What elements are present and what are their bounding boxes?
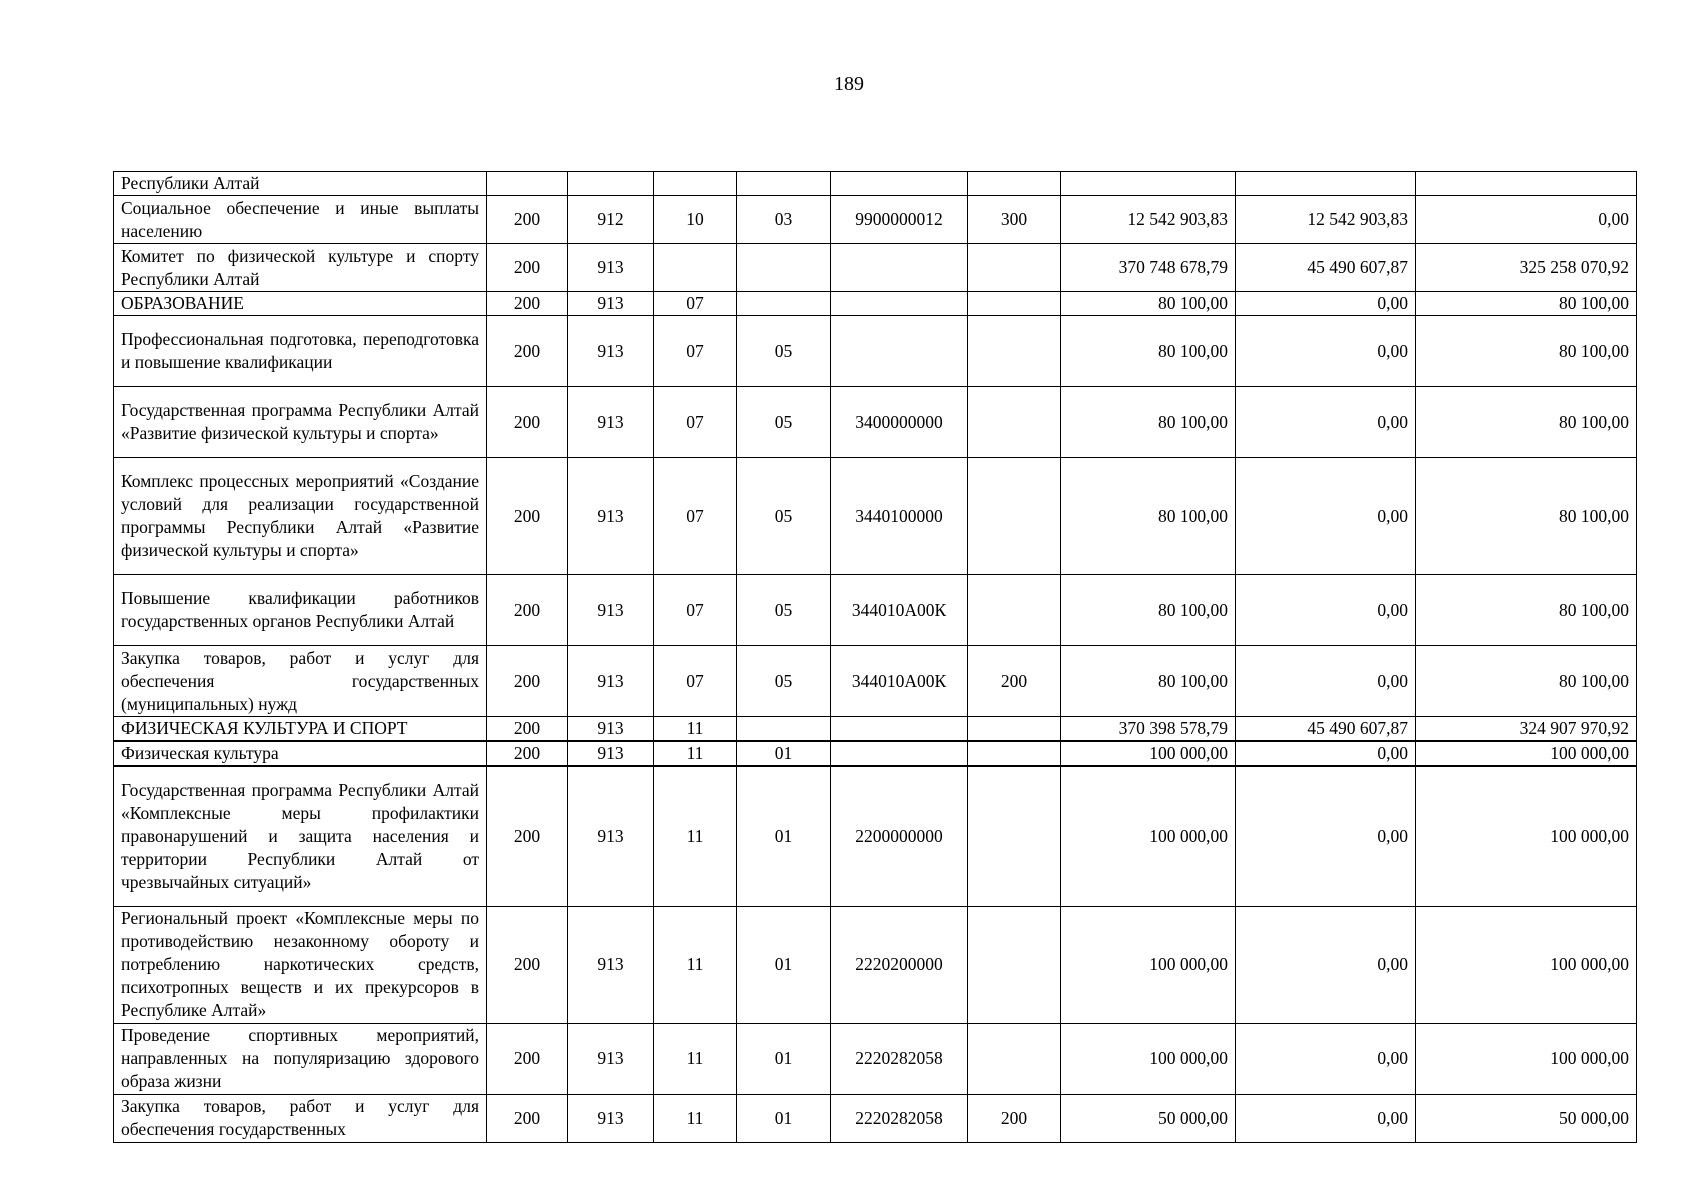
amount-cell: 80 100,00 [1061,316,1236,387]
code-cell: 200 [487,717,568,742]
amount-cell: 0,00 [1236,575,1416,646]
amount-cell: 12 542 903,83 [1061,196,1236,244]
row-name: Комитет по физической культуре и спорту Республики Алтай [114,244,487,292]
code-cell: 200 [487,292,568,316]
code-cell: 200 [487,646,568,717]
code-cell [831,717,968,742]
code-cell: 05 [737,575,831,646]
table-row [114,316,1637,387]
amount-cell: 100 000,00 [1416,741,1637,766]
code-cell: 300 [968,196,1061,244]
row-name: Повышение квалификации работников государственных органов Республики Алтай [114,575,487,646]
amount-cell: 100 000,00 [1416,1023,1637,1094]
amount-cell: 100 000,00 [1061,906,1236,1023]
amount-cell: 370 398 578,79 [1061,717,1236,742]
code-cell: 07 [654,646,737,717]
amount-cell: 0,00 [1236,906,1416,1023]
amount-cell: 0,00 [1236,1094,1416,1142]
table-row [114,196,1637,244]
code-cell: 913 [568,244,654,292]
budget-table [113,171,1637,1143]
code-cell [737,244,831,292]
amount-cell: 80 100,00 [1416,292,1637,316]
code-cell [831,172,968,196]
code-cell: 200 [487,458,568,575]
amount-cell: 45 490 607,87 [1236,717,1416,742]
code-cell: 344010А00К [831,575,968,646]
amount-cell: 0,00 [1236,646,1416,717]
code-cell: 912 [568,196,654,244]
code-cell: 10 [654,196,737,244]
code-cell: 913 [568,717,654,742]
amount-cell: 100 000,00 [1416,906,1637,1023]
code-cell: 07 [654,292,737,316]
amount-cell: 100 000,00 [1061,1023,1236,1094]
code-cell [737,292,831,316]
code-cell [568,172,654,196]
code-cell: 11 [654,717,737,742]
table-row [114,244,1637,292]
code-cell: 07 [654,316,737,387]
code-cell: 05 [737,316,831,387]
amount-cell: 45 490 607,87 [1236,244,1416,292]
code-cell [831,316,968,387]
code-cell [737,717,831,742]
code-cell: 200 [487,316,568,387]
code-cell: 01 [737,1023,831,1094]
code-cell: 01 [737,741,831,766]
table-row [114,766,1637,906]
code-cell [654,244,737,292]
amount-cell: 370 748 678,79 [1061,244,1236,292]
code-cell: 200 [487,244,568,292]
table-row [114,717,1637,742]
row-name: Физическая культура [114,741,487,766]
code-cell [968,575,1061,646]
amount-cell: 0,00 [1236,387,1416,458]
code-cell [831,244,968,292]
code-cell: 3440100000 [831,458,968,575]
row-name: ФИЗИЧЕСКАЯ КУЛЬТУРА И СПОРТ [114,717,487,742]
amount-cell [1236,172,1416,196]
code-cell [968,906,1061,1023]
row-name: Государственная программа Республики Алтай «Развитие физической культуры и спорта» [114,387,487,458]
row-name: Проведение спортивных мероприятий, направленных на популяризацию здорового образа жизни [114,1023,487,1094]
amount-cell: 0,00 [1236,1023,1416,1094]
amount-cell: 80 100,00 [1061,458,1236,575]
row-name: Республики Алтай [114,172,487,196]
table-row [114,1094,1637,1142]
code-cell [487,172,568,196]
code-cell: 200 [968,646,1061,717]
amount-cell: 80 100,00 [1416,458,1637,575]
code-cell: 2220282058 [831,1094,968,1142]
table-row [114,646,1637,717]
amount-cell: 100 000,00 [1416,766,1637,906]
code-cell: 200 [487,741,568,766]
row-name: Закупка товаров, работ и услуг для обеспечения государственных (муниципальных) нужд [114,646,487,717]
table-row [114,387,1637,458]
code-cell: 913 [568,646,654,717]
amount-cell: 80 100,00 [1416,575,1637,646]
code-cell: 05 [737,387,831,458]
code-cell: 913 [568,458,654,575]
amount-cell: 100 000,00 [1061,741,1236,766]
row-name: ОБРАЗОВАНИЕ [114,292,487,316]
code-cell [968,1023,1061,1094]
code-cell [968,316,1061,387]
page-number: 189 [834,73,864,95]
code-cell: 01 [737,766,831,906]
amount-cell: 50 000,00 [1061,1094,1236,1142]
code-cell: 913 [568,741,654,766]
amount-cell: 80 100,00 [1061,292,1236,316]
code-cell: 01 [737,906,831,1023]
amount-cell: 80 100,00 [1416,646,1637,717]
code-cell: 11 [654,741,737,766]
code-cell [968,292,1061,316]
code-cell: 07 [654,387,737,458]
row-name: Государственная программа Республики Алтай «Комплексные меры профилактики правонарушений и защита населения и территории Республики Алтай от чрезвычайных ситуаций» [114,766,487,906]
amount-cell [1416,172,1637,196]
code-cell: 200 [487,1023,568,1094]
code-cell: 2220282058 [831,1023,968,1094]
code-cell: 11 [654,1094,737,1142]
amount-cell: 80 100,00 [1416,387,1637,458]
code-cell: 200 [487,196,568,244]
code-cell: 913 [568,387,654,458]
table-row [114,741,1637,766]
amount-cell: 50 000,00 [1416,1094,1637,1142]
code-cell: 344010А00К [831,646,968,717]
code-cell [968,458,1061,575]
code-cell [968,766,1061,906]
amount-cell: 0,00 [1236,741,1416,766]
code-cell [831,292,968,316]
row-name: Комплекс процессных мероприятий «Создание условий для реализации государственной программы Республики Алтай «Развитие физической культуры и спорта» [114,458,487,575]
code-cell: 913 [568,1094,654,1142]
code-cell [968,172,1061,196]
code-cell: 07 [654,458,737,575]
table-row [114,292,1637,316]
amount-cell: 80 100,00 [1061,575,1236,646]
code-cell [831,741,968,766]
code-cell: 913 [568,906,654,1023]
code-cell: 200 [487,575,568,646]
table-row [114,906,1637,1023]
code-cell: 913 [568,292,654,316]
amount-cell: 80 100,00 [1061,646,1236,717]
code-cell [737,172,831,196]
code-cell: 01 [737,1094,831,1142]
code-cell: 913 [568,1023,654,1094]
code-cell: 200 [487,906,568,1023]
amount-cell: 0,00 [1236,292,1416,316]
table-row [114,458,1637,575]
code-cell: 11 [654,906,737,1023]
amount-cell: 80 100,00 [1061,387,1236,458]
code-cell: 9900000012 [831,196,968,244]
code-cell: 05 [737,646,831,717]
code-cell: 913 [568,575,654,646]
amount-cell: 80 100,00 [1416,316,1637,387]
code-cell: 11 [654,1023,737,1094]
amount-cell: 12 542 903,83 [1236,196,1416,244]
code-cell: 200 [487,1094,568,1142]
table-row [114,575,1637,646]
code-cell: 3400000000 [831,387,968,458]
code-cell: 11 [654,766,737,906]
row-name: Закупка товаров, работ и услуг для обеспечения государственных [114,1094,487,1142]
row-name: Профессиональная подготовка, переподготовка и повышение квалификации [114,316,487,387]
code-cell [654,172,737,196]
code-cell: 200 [487,387,568,458]
code-cell [968,244,1061,292]
code-cell: 05 [737,458,831,575]
code-cell [968,387,1061,458]
code-cell [968,741,1061,766]
amount-cell: 0,00 [1236,766,1416,906]
code-cell: 913 [568,766,654,906]
amount-cell: 0,00 [1236,316,1416,387]
code-cell: 913 [568,316,654,387]
amount-cell: 0,00 [1416,196,1637,244]
amount-cell [1061,172,1236,196]
code-cell [968,717,1061,742]
table-row [114,1023,1637,1094]
amount-cell: 325 258 070,92 [1416,244,1637,292]
code-cell: 200 [968,1094,1061,1142]
code-cell: 200 [487,766,568,906]
row-name: Социальное обеспечение и иные выплаты населению [114,196,487,244]
amount-cell: 100 000,00 [1061,766,1236,906]
code-cell: 2220200000 [831,906,968,1023]
code-cell: 03 [737,196,831,244]
code-cell: 07 [654,575,737,646]
row-name: Региональный проект «Комплексные меры по противодействию незаконному обороту и потреблению наркотических средств, психотропных веществ и их прекурсоров в Республике Алтай» [114,906,487,1023]
table-row [114,172,1637,196]
amount-cell: 0,00 [1236,458,1416,575]
amount-cell: 324 907 970,92 [1416,717,1637,742]
code-cell: 2200000000 [831,766,968,906]
